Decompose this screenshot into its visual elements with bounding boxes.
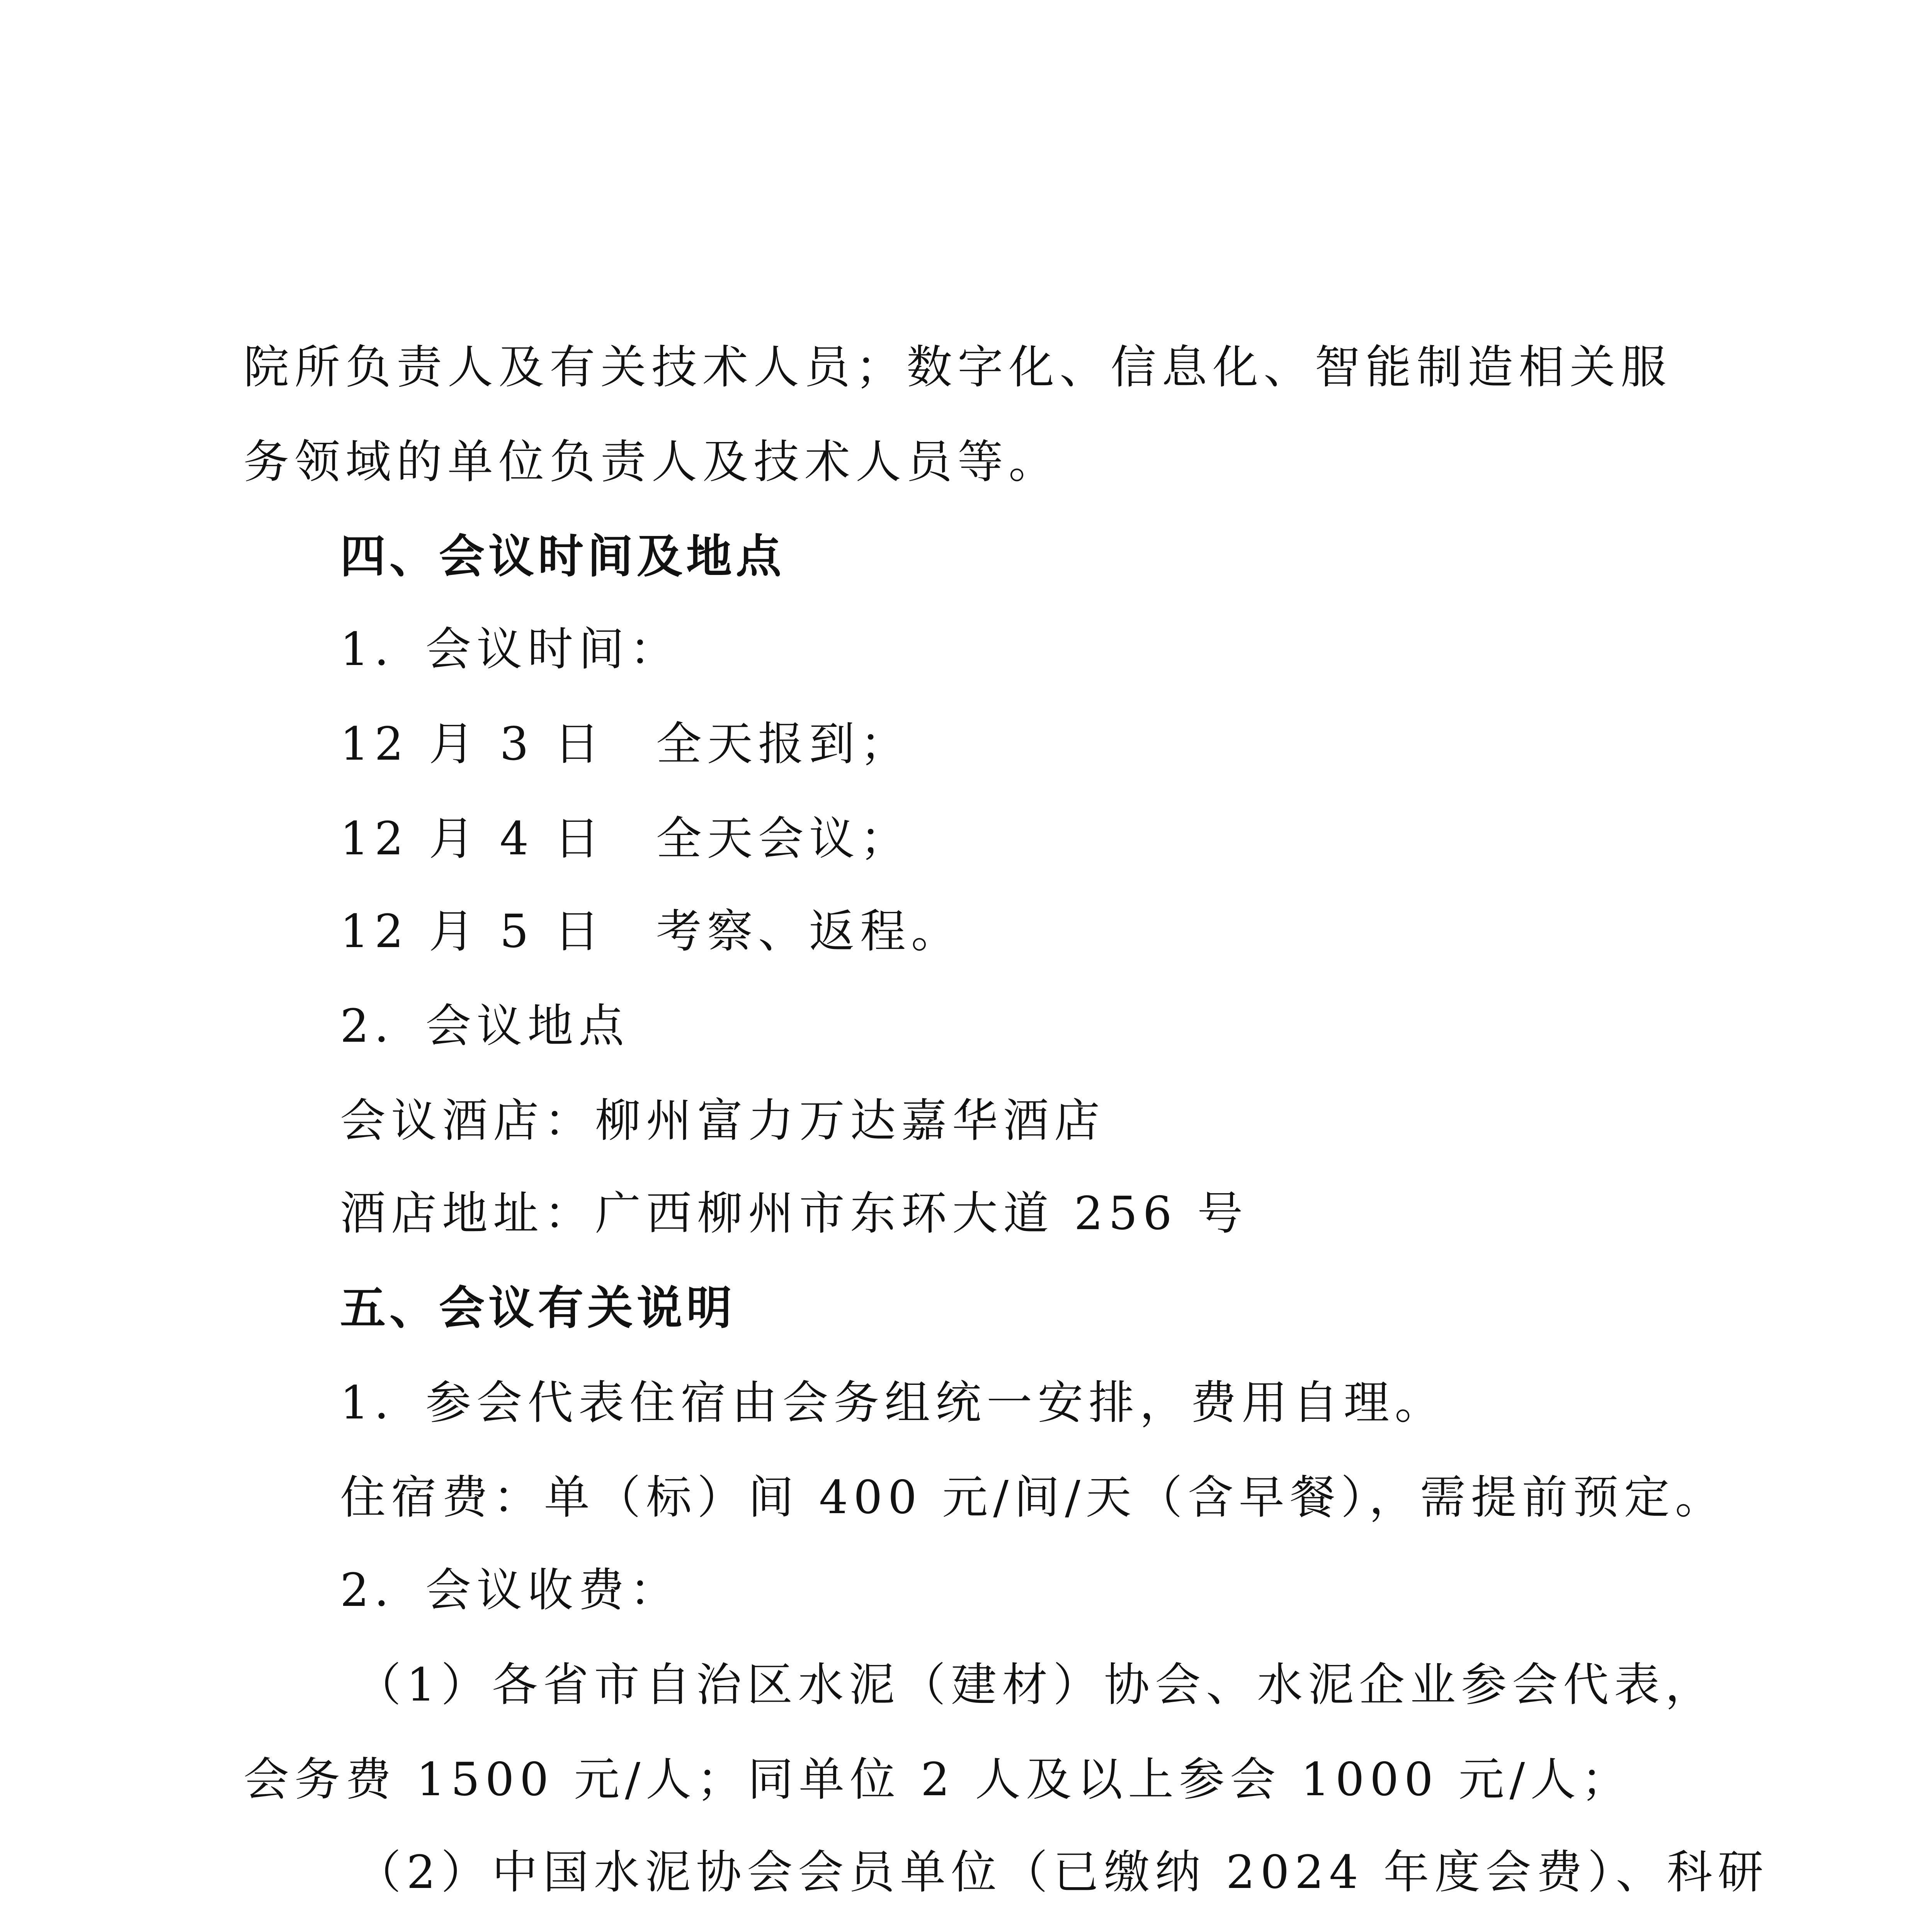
fee-item-1-line-1: （1）各省市自治区水泥（建材）协会、水泥企业参会代表， <box>356 1658 1716 1711</box>
paragraph-attendees-line-2: 务领域的单位负责人及技术人员等。 <box>243 435 1060 488</box>
lodging-arrangement: 1．参会代表住宿由会务组统一安排，费用自理。 <box>340 1376 1446 1429</box>
fee-item-1-line-2: 会务费 1500 元/人；同单位 2 人及以上参会 1000 元/人； <box>243 1753 1633 1806</box>
paragraph-attendees-line-1: 院所负责人及有关技术人员；数字化、信息化、智能制造相关服 <box>243 340 1672 394</box>
meeting-fee-label: 2．会议收费： <box>340 1563 681 1617</box>
meeting-hotel: 会议酒店：柳州富力万达嘉华酒店 <box>340 1094 1106 1147</box>
schedule-day-3: 12 月 5 日 考察、返程。 <box>340 905 962 958</box>
section-5-heading: 五、会议有关说明 <box>340 1281 736 1335</box>
meeting-location-label: 2．会议地点 <box>340 999 630 1053</box>
fee-item-2-line-1: （2）中国水泥协会会员单位（已缴纳 2024 年度会费）、科研 <box>356 1845 1769 1899</box>
schedule-day-1: 12 月 3 日 全天报到； <box>340 717 911 770</box>
section-4-heading: 四、会议时间及地点 <box>340 530 786 583</box>
hotel-address: 酒店地址：广西柳州市东环大道 256 号 <box>340 1187 1249 1240</box>
lodging-fee: 住宿费：单（标）间 400 元/间/天（含早餐），需提前预定。 <box>340 1471 1726 1524</box>
schedule-day-2: 12 月 4 日 全天会议； <box>340 812 911 865</box>
meeting-time-label: 1．会议时间： <box>340 622 681 676</box>
